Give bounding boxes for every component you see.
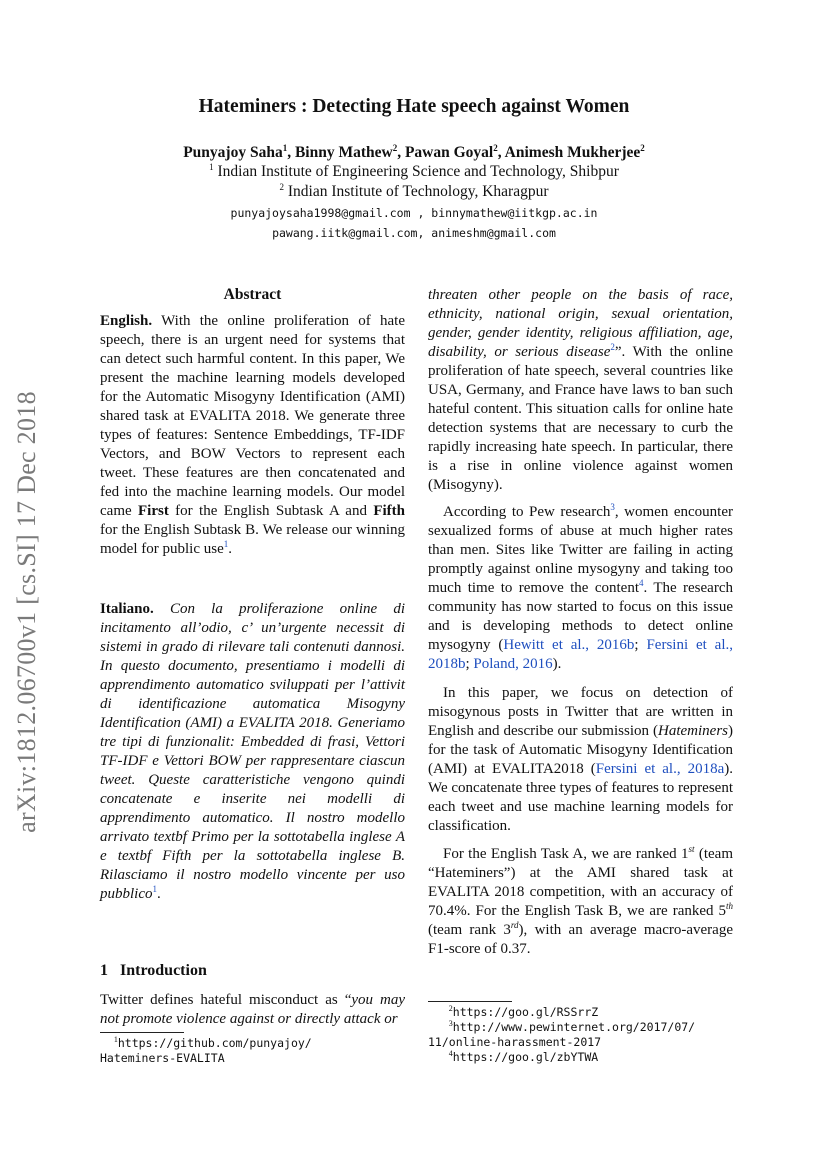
intro-paragraph-3 (428, 684, 733, 836)
text-run: For the English Task A, we are ranked 1 (443, 846, 689, 862)
citation-link[interactable]: Fersini et al., 2018b (428, 637, 733, 672)
text-run: ). (552, 656, 562, 672)
intro-text (428, 286, 733, 495)
fifth-emph: Fifth (373, 503, 405, 519)
intro-paragraph-start (100, 991, 405, 1029)
text-run: (team rank 3 (428, 922, 511, 938)
footnote-ref[interactable]: 3 (610, 502, 615, 512)
citation-link[interactable]: Poland, 2016 (473, 656, 553, 672)
footnote-link[interactable]: https://goo.gl/RSSrrZ (452, 1005, 599, 1019)
footnote-1 (100, 1036, 405, 1066)
english-label: English. (100, 313, 153, 329)
team-name: Hateminers (658, 723, 728, 739)
quote-text: threaten other people on the basis of race, ethnicity, national origin, sexual orientation, gender, gender identity, religious affiliation, age, disability, or serious disease (428, 287, 733, 360)
footnote-ref[interactable]: 2 (610, 342, 615, 352)
affiliation-1 (0, 163, 828, 181)
intro-paragraph-4 (428, 845, 733, 959)
abstract-italian (100, 600, 405, 904)
footnote-line (100, 1036, 405, 1051)
quote-text: you may not promote violence against or directly attack or (100, 992, 406, 1027)
text-run: ; (634, 637, 647, 653)
citation-link[interactable]: Hewitt et al., 2016b (503, 637, 635, 653)
ordinal-suffix: rd (510, 920, 519, 930)
text-run: . The research community has now started to focus on this issue and is developing methods to detect online mysogyny ( (428, 580, 733, 653)
footnote-4 (428, 1050, 733, 1065)
footnote-link[interactable]: http://www.pewinternet.org/2017/07/ (452, 1020, 696, 1034)
footnote-3 (428, 1020, 733, 1035)
arxiv-stamp-text: arXiv:1812.06700v1 [cs.SI] 17 Dec 2018 (12, 391, 41, 833)
author-name: Pawan Goyal (404, 144, 494, 161)
paper-title: Hateminers : Detecting Hate speech against Women (198, 96, 630, 117)
affiliation-mark: 2 (279, 181, 284, 192)
intro-text (428, 845, 733, 959)
first-emph: First (138, 503, 169, 519)
italian-label: Italiano. (100, 601, 154, 617)
text-run: With the online proliferation of hate speech, there is an urgent need for systems that can detect such harmful content. In this paper, We present the machine learning models developed for the Automatic Misogyny Identification (AMI) shared task at EVALITA 2018. We generate three types of features: Sentence Embeddings, TF-IDF Vectors, and BOW Vectors to represent each tweet. These features are then concatenated and fed into the machine learning models. Our model came (100, 313, 405, 519)
abstract-english-paragraph (100, 312, 405, 559)
author-name: Punyajoy Saha (183, 144, 283, 161)
intro-text (428, 503, 733, 674)
arxiv-stamp (12, 372, 42, 852)
footnote-mark: 1 (113, 1035, 118, 1045)
intro-paragraph-1-cont (428, 286, 733, 495)
footnote-mark: 4 (448, 1049, 453, 1059)
email-line-1[interactable]: punyajoysaha1998@gmail.com , binnymathew@iitkgp.ac.in (230, 206, 598, 220)
section-title: Introduction (120, 962, 207, 979)
section-heading-introduction (100, 962, 207, 980)
intro-text (428, 684, 733, 836)
text-run: According to Pew research (443, 504, 611, 520)
email-line-2[interactable]: pawang.iitk@gmail.com, animeshm@gmail.com (272, 226, 556, 240)
text-run: . (228, 541, 232, 557)
ordinal-suffix: st (688, 844, 695, 854)
author-mark: 2 (640, 142, 645, 153)
text-run: for the English Subtask A and (168, 503, 374, 519)
footnote-link-cont[interactable]: 11/online-harassment-2017 (428, 1035, 602, 1049)
footnote-mark: 2 (448, 1004, 453, 1014)
author-mark: 1 (282, 142, 288, 153)
abstract-heading: Abstract (223, 286, 282, 303)
abstract-italian-paragraph (100, 600, 405, 904)
intro-text (100, 991, 405, 1029)
footnote-ref[interactable]: 4 (638, 578, 644, 588)
footnote-link-cont[interactable]: Hateminers-EVALITA (100, 1051, 225, 1065)
text-run: In this paper, we focus on detection of misogynous posts in Twitter that are written in English and describe our submission ( (428, 685, 733, 739)
citation-link[interactable]: Fersini et al., 2018a (595, 761, 725, 777)
text-run: Twitter defines hateful misconduct as “ (100, 992, 352, 1008)
footnote-ref[interactable]: 1 (223, 539, 229, 549)
section-number: 1 (100, 962, 108, 979)
author-name: Animesh Mukherjee (504, 144, 641, 161)
footnote-link[interactable]: https://goo.gl/zbYTWA (452, 1050, 599, 1064)
text-run: , women encounter sexualized forms of abuse at much higher rates than men. Sites like Twitter are failing in acting promptly against online mysogyny and taking too much time to remove the content (428, 504, 733, 596)
footnote-rule-left (100, 1032, 184, 1033)
author-mark: 2 (392, 142, 398, 153)
author-list: Punyajoy Saha$^1$, Binny Mathew$^2$, Pawan Goyal$^2$, Animesh Mukherjee$^2$ (183, 142, 645, 161)
ordinal-suffix: th (725, 901, 733, 911)
text-run: ) for the task of Automatic Misogyny Identification (AMI) at EVALITA2018 ( (428, 723, 733, 777)
footnotes-right (428, 1005, 733, 1065)
footnote-2 (428, 1005, 733, 1020)
footnote-link[interactable]: https://github.com/punyajoy/ (117, 1036, 312, 1050)
text-run: for the English Subtask B. We release our winning model for public use (100, 522, 405, 557)
footnote-ref[interactable]: 1 (152, 884, 157, 894)
text-run: ), with an average macro-average F1-score of 0.37. (428, 922, 733, 957)
author-name: Binny Mathew (294, 144, 393, 161)
affiliation-text: Indian Institute of Engineering Science and Technology, Shibpur (217, 163, 619, 180)
text-run: (team “Hateminers”) at the AMI shared task at EVALITA 2018 competition, with an accuracy of 70.4%. For the English Task B, we are ranked 5 (428, 846, 733, 919)
text-run: ). We concatenate three types of features to represent each tweet and use machine learning models for classification. (428, 761, 733, 834)
affiliation-text: Indian Institute of Technology, Kharagpur (287, 183, 549, 200)
abstract-english (100, 312, 405, 559)
affiliation-mark: 1 (209, 161, 214, 172)
text-run: ”. With the online proliferation of hate speech, several countries like USA, Germany, and France have laws to ban such hateful content. This situation calls for online hate detection systems that are necessary to curb the rapidly increasing hate speech. In particular, there is a rise in online violence against women (Misogyny). (428, 344, 733, 493)
author-mark: 2 (493, 142, 498, 153)
intro-paragraph-2 (428, 503, 733, 674)
footnote-mark: 3 (448, 1019, 453, 1029)
footnote-rule-right (428, 1001, 512, 1002)
text-run: ; (465, 656, 474, 672)
italian-text: Con la proliferazione online di incitamento all’odio, c’ un’urgente necessit di sistemi in grado di rilevare tali contenuti dannosi. In questo documento, presentiamo i modelli di apprendimento automatico sviluppati per l’attivit di identificazione automatica Misogyny Identification (AMI) a EVALITA 2018. Generiamo tre tipi di funzionalit: Embedded di frasi, Vettori TF-IDF e Vettori BOW per rappresentare ciascun tweet. Queste caratteristiche vengono quindi concatenate e inserite nei modelli di apprendimento automatico. Il nostro modello arrivato textbf Primo per la sottotabella inglese A e textbf Fifth per la sottotabella inglese B. Rilasciamo il nostro modello vincente per uso pubblico (100, 601, 406, 902)
text-run: . (157, 886, 161, 902)
affiliation-2 (0, 183, 828, 201)
